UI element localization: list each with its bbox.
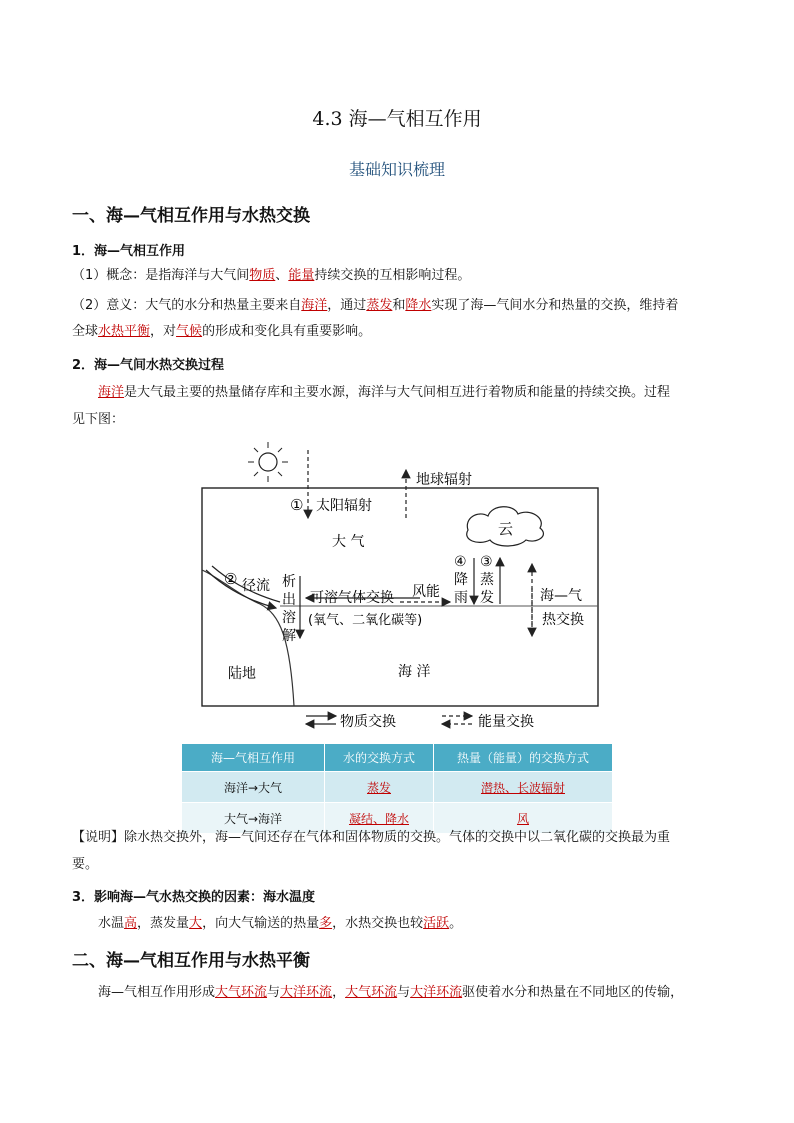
sub1-line2: （2）意义：大气的水分和热量主要来自海洋，通过蒸发和降水实现了海—气间水分和热量的交换，维持着	[72, 298, 679, 313]
sub2-heading: 2．海—气间水热交换过程	[72, 358, 225, 373]
table-cell: 潜热、长波辐射	[434, 772, 613, 803]
legend-energy-label: 能量交换	[478, 714, 534, 730]
exchange-table	[181, 743, 613, 834]
label-dissolve-1: 溶	[282, 610, 296, 626]
page-subtitle: 基础知识梳理	[348, 160, 445, 179]
table-cell: 海洋→大气	[182, 772, 325, 803]
label-heat-1: 海—气	[540, 588, 582, 604]
sub2-line2: 见下图：	[72, 412, 125, 427]
label-dissolve-2: 解	[282, 628, 296, 644]
section1-heading: 一、海—气相互作用与水热交换	[72, 206, 310, 226]
note-line1: 【说明】除水热交换外，海—气间还存在气体和固体物质的交换。气体的交换中以二氧化碳的交换最为重	[72, 830, 671, 845]
label-gas: 可溶气体交换	[310, 590, 394, 606]
legend-mass-label: 物质交换	[340, 714, 396, 730]
label-runoff: 径流	[242, 578, 270, 594]
table-header: 热量（能量）的交换方式	[434, 744, 613, 772]
label-ocean: 海 洋	[398, 664, 431, 680]
note-line2: 要。	[72, 857, 99, 872]
sub3-line1: 水温高，蒸发量大，向大气输送的热量多，水热交换也较活跃。	[98, 916, 463, 931]
label-precip-out-2: 出	[282, 592, 296, 608]
label-atmosphere: 大 气	[332, 534, 365, 550]
sub3-heading: 3．影响海—气水热交换的因素：海水温度	[72, 890, 316, 905]
section2-heading: 二、海—气相互作用与水热平衡	[72, 951, 310, 971]
sub2-line1: 海洋是大气最主要的热量储存库和主要水源，海洋与大气间相互进行着物质和能量的持续交换。过程	[98, 385, 671, 400]
sub1-heading: 1．海—气相互作用	[72, 244, 186, 259]
label-land: 陆地	[228, 666, 256, 682]
label-n2: ②	[224, 570, 238, 588]
label-n1: ①	[290, 496, 304, 514]
page-title: 4.3 海—气相互作用	[312, 108, 482, 130]
label-earth: 地球辐射	[416, 472, 472, 488]
label-n4: ④	[454, 554, 467, 570]
section2-line1: 海—气相互作用形成大气环流与大洋环流，大气环流与大洋环流驱使着水分和热量在不同地区的传输，	[98, 985, 684, 1000]
label-rain-1: 降	[454, 572, 468, 588]
sea-air-exchange-diagram	[180, 438, 620, 738]
table-cell: 凝结、降水	[325, 803, 434, 834]
label-heat-2: 热交换	[542, 612, 584, 628]
label-rain-2: 雨	[454, 590, 468, 606]
label-solar: 太阳辐射	[316, 498, 372, 514]
table-header: 海—气相互作用	[182, 744, 325, 772]
sub1-line1: （1）概念：是指海洋与大气间物质、能量持续交换的互相影响过程。	[72, 268, 471, 283]
label-wind: 风能	[412, 584, 440, 600]
table-cell: 大气→海洋	[182, 803, 325, 834]
table-cell: 风	[434, 803, 613, 834]
label-n3: ③	[480, 554, 493, 570]
table-header-row	[182, 744, 613, 772]
table-header: 水的交换方式	[325, 744, 434, 772]
sun-icon	[248, 442, 288, 482]
table-row	[182, 772, 613, 803]
label-evap-1: 蒸	[480, 572, 494, 588]
label-evap-2: 发	[480, 590, 494, 606]
label-gas-detail: (氧气、二氧化碳等)	[308, 613, 423, 628]
label-precip-out-1: 析	[282, 574, 296, 590]
sub1-line3: 全球水热平衡，对气候的形成和变化具有重要影响。	[72, 324, 372, 339]
label-cloud: 云	[498, 520, 514, 538]
table-cell: 蒸发	[325, 772, 434, 803]
